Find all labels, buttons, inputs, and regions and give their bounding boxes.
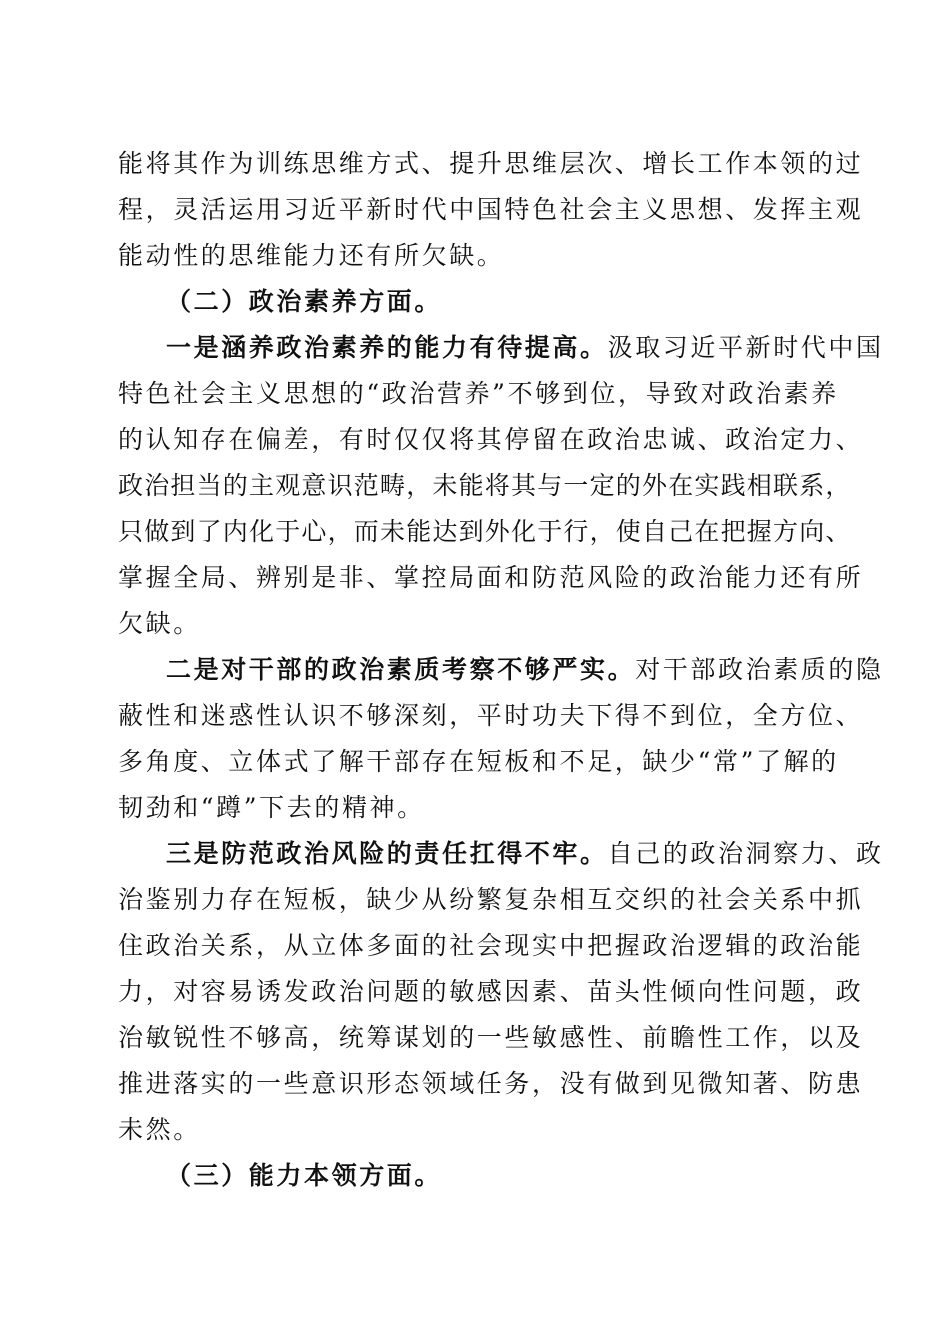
paragraph-line: 推进落实的一些意识形态领域任务，没有做到见微知著、防患: [118, 1069, 864, 1098]
paragraph-first-rest: 对干部政治素质的隐: [635, 655, 884, 684]
section-heading: （三）能力本领方面。: [166, 1161, 443, 1190]
paragraph-line: 能将其作为训练思维方式、提升思维层次、增长工作本领的过: [118, 149, 864, 178]
paragraph-first-line: [166, 326, 884, 370]
paragraph-line: 治敏锐性不够高，统筹谋划的一些敏感性、前瞻性工作，以及: [118, 1023, 864, 1052]
paragraph-line: 特色社会主义思想的“政治营养”不够到位，导致对政治素养: [118, 379, 839, 408]
section-heading: （二）政治素养方面。: [166, 287, 443, 316]
paragraph-line: 程，灵活运用习近平新时代中国特色社会主义思想、发挥主观: [118, 195, 864, 224]
paragraph-line: 住政治关系，从立体多面的社会现实中把握政治逻辑的政治能: [118, 931, 864, 960]
paragraph-lead: 一是涵养政治素养的能力有待提高。: [166, 333, 608, 362]
paragraph-line: 治鉴别力存在短板，缺少从纷繁复杂相互交织的社会关系中抓: [118, 885, 864, 914]
paragraph-line: 多角度、立体式了解干部存在短板和不足，缺少“常”了解的: [118, 747, 839, 776]
paragraph-first-rest: 自己的政治洞察力、政: [607, 839, 884, 868]
paragraph-line: 力，对容易诱发政治问题的敏感因素、苗头性倾向性问题，政: [118, 977, 864, 1006]
paragraph-line: 未然。: [118, 1115, 201, 1144]
paragraph-line: 蔽性和迷惑性认识不够深刻，平时功夫下得不到位，全方位、: [118, 701, 864, 730]
paragraph-first-rest: 汲取习近平新时代中国: [607, 333, 884, 362]
paragraph-lead: 三是防范政治风险的责任扛得不牢。: [166, 839, 608, 868]
paragraph-line: 能动性的思维能力还有所欠缺。: [118, 241, 505, 270]
paragraph-line: 只做到了内化于心，而未能达到外化于行，使自己在把握方向、: [118, 517, 852, 546]
paragraph-first-line: [166, 832, 884, 876]
paragraph-line: 欠缺。: [118, 609, 201, 638]
paragraph-line: 的认知存在偏差，有时仅仅将其停留在政治忠诚、政治定力、: [118, 425, 864, 454]
paragraph-lead: 二是对干部的政治素质考察不够严实。: [166, 655, 636, 684]
paragraph-first-line: [166, 648, 884, 692]
paragraph-line: 政治担当的主观意识范畴，未能将其与一定的外在实践相联系，: [118, 471, 852, 500]
paragraph-line: 掌握全局、辨别是非、掌控局面和防范风险的政治能力还有所: [118, 563, 864, 592]
paragraph-line: 韧劲和“蹲”下去的精神。: [118, 793, 425, 822]
